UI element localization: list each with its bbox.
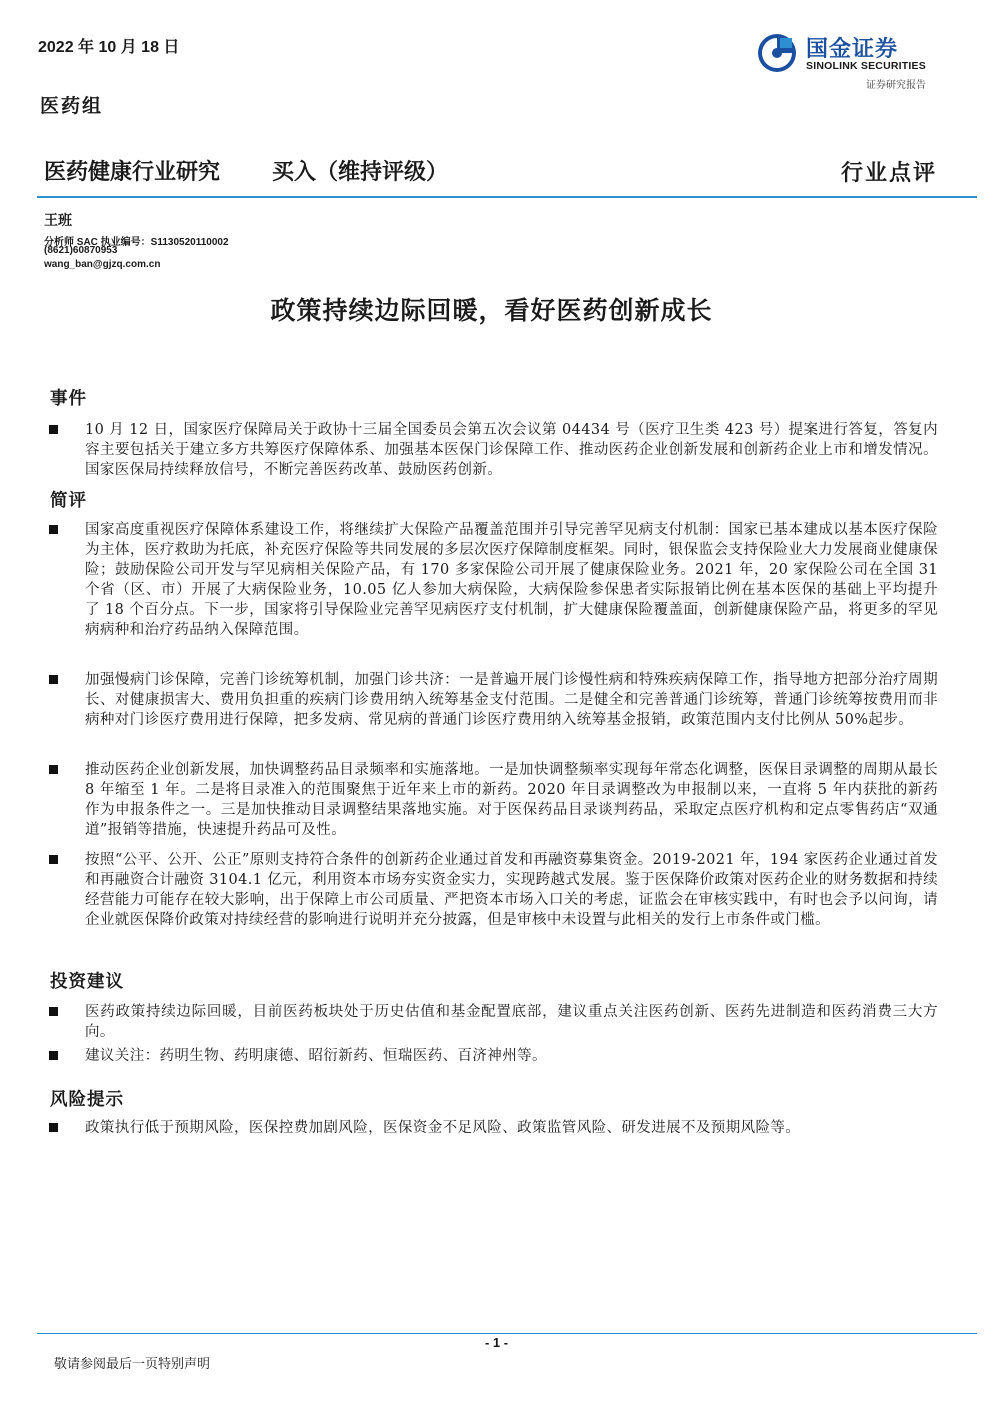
rating-label: 买入（维持评级） [272,160,449,185]
bullet-icon [49,675,58,684]
bullet-icon [49,525,58,534]
list-item [49,1002,938,1044]
list-item [49,670,938,752]
list-item [49,520,938,660]
logo-english-name: SINOLINK SECURITIES [806,60,926,72]
bullet-text: 按照“公平、公开、公正”原则支持符合条件的创新药企业通过首发和再融资募集资金。2019-2021 年，194 家医药企业通过首发和再融资合计融资 3104.1 亿元，利用资本市场夯实资金实力，实现跨越式发展。鉴于医保降价政策对医药企业的财务数据和持续经营能力可能存在较大影响，出于保障上市公司质量、严把资本市场入口关的考虑，证监会在审核实践中，有时也会予以问询，请企业就医保降价政策对持续经营的影响进行说明并充分披露，但是审核中未设置与此相关的发行上市条件或门槛。 [85,852,938,928]
bullet-icon [49,1051,58,1060]
analyst-phone: (8621)60870953 [44,245,118,256]
bullet-text: 国家高度重视医疗保障体系建设工作，将继续扩大保险产品覆盖范围并引导完善罕见病支付机制：国家已基本建成以基本医疗保险为主体，医疗救助为托底，补充医疗保险等共同发展的多层次医疗保障制度框架。同时，银保监会支持保险业大力发展商业健康保险；鼓励保险公司开发与罕见病相关保险产品，有 170 多家保险公司开展了健康保险业务。2021 年，20 家保险公司在全国 31 个省（区、市）开展了大病保险业务，10.05 亿人参加大病保险，大病保险参保患者实际报销比例在基本医保的基础上平均提升了 18 个百分点。下一步，国家将引导保险业完善罕见病医疗支付机制，扩大健康保险覆盖面，创新健康保险产品，将更多的罕见病病种和治疗药品纳入保障范围。 [85,522,938,638]
research-group: 医药组 [40,95,104,117]
bullet-icon [49,855,58,864]
analyst-email[interactable]: wang_ban@gjzq.com.cn [44,259,161,270]
bullet-icon [49,425,58,434]
logo-chinese-name: 国金证券 [806,37,899,62]
report-type: 行业点评 [840,160,937,186]
logo-subtitle: 证券研究报告 [866,80,926,91]
company-logo [756,30,946,92]
list-item [49,850,938,952]
bullet-text: 加强慢病门诊保障，完善门诊统筹机制，加强门诊共济：一是普遍开展门诊慢性病和特殊疾病保障工作，指导地方把部分治疗周期长、对健康损害大、费用负担重的疾病门诊费用纳入统筹基金支付范围。二是健全和完善普通门诊统筹，普通门诊统筹按费用而非病种对门诊医疗费用进行保障，把多发病、常见病的普通门诊医疗费用纳入统筹基金报销，政策范围内支付比例从 50%起步。 [85,672,938,728]
disclaimer-note: 敬请参阅最后一页特别声明 [54,1357,211,1372]
report-title: 政策持续边际回暖，看好医药创新成长 [270,296,713,325]
header-divider [37,196,977,198]
report-date: 2022 年 10 月 18 日 [38,39,180,56]
list-item [49,420,938,482]
bullet-text: 政策执行低于预期风险，医保控费加剧风险，医保资金不足风险、政策监管风险、研发进展不及预期风险等。 [85,1120,801,1136]
section-heading-risk: 风险提示 [50,1090,124,1110]
bullet-text: 建议关注：药明生物、药明康德、昭衍新药、恒瑞医药、百济神州等。 [85,1048,547,1064]
section-heading-review: 简评 [50,491,87,511]
bullet-text: 推动医药企业创新发展，加快调整药品目录频率和实施落地。一是加快调整频率实现每年常态化调整，医保目录调整的周期从最长 8 年缩至 1 年。二是将目录准入的范围聚焦于近年来上市的新药。2020 年目录调整改为申报制以来，一直将 5 年内获批的新药作为申报条件之一。三是加快推动目录调整结果落地实施。对于医保药品目录谈判药品，采取定点医疗机构和定点零售药店“双通道”报销等措施，快速提升药品可及性。 [85,762,938,838]
bullet-icon [49,1007,58,1016]
bullet-icon [49,1123,58,1132]
logo-mark-icon [756,32,798,74]
section-heading-advice: 投资建议 [50,972,124,992]
analyst-license: 分析师 SAC 执业编号：S1130520110002 [44,237,229,248]
page-number: - 1 - [484,1335,509,1350]
section-heading-event: 事件 [50,389,87,409]
bullet-text: 医药政策持续边际回暖，目前医药板块处于历史估值和基金配置底部，建议重点关注医药创新、医药先进制造和医药消费三大方向。 [85,1004,938,1040]
list-item [49,1046,938,1068]
industry-title: 医药健康行业研究 [44,160,221,185]
footer-divider [37,1333,977,1334]
list-item [49,1118,938,1140]
bullet-icon [49,765,58,774]
list-item [49,760,938,842]
bullet-text: 10 月 12 日，国家医疗保障局关于政协十三届全国委员会第五次会议第 04434 号（医疗卫生类 423 号）提案进行答复，答复内容主要包括关于建立多方共筹医疗保障体系、加强基本医保门诊保障工作、推动医药企业创新发展和创新药企业上市和增发情况。国家医保局持续释放信号，不断完善医药改革、鼓励医药创新。 [85,422,938,478]
analyst-name: 王班 [44,213,72,229]
